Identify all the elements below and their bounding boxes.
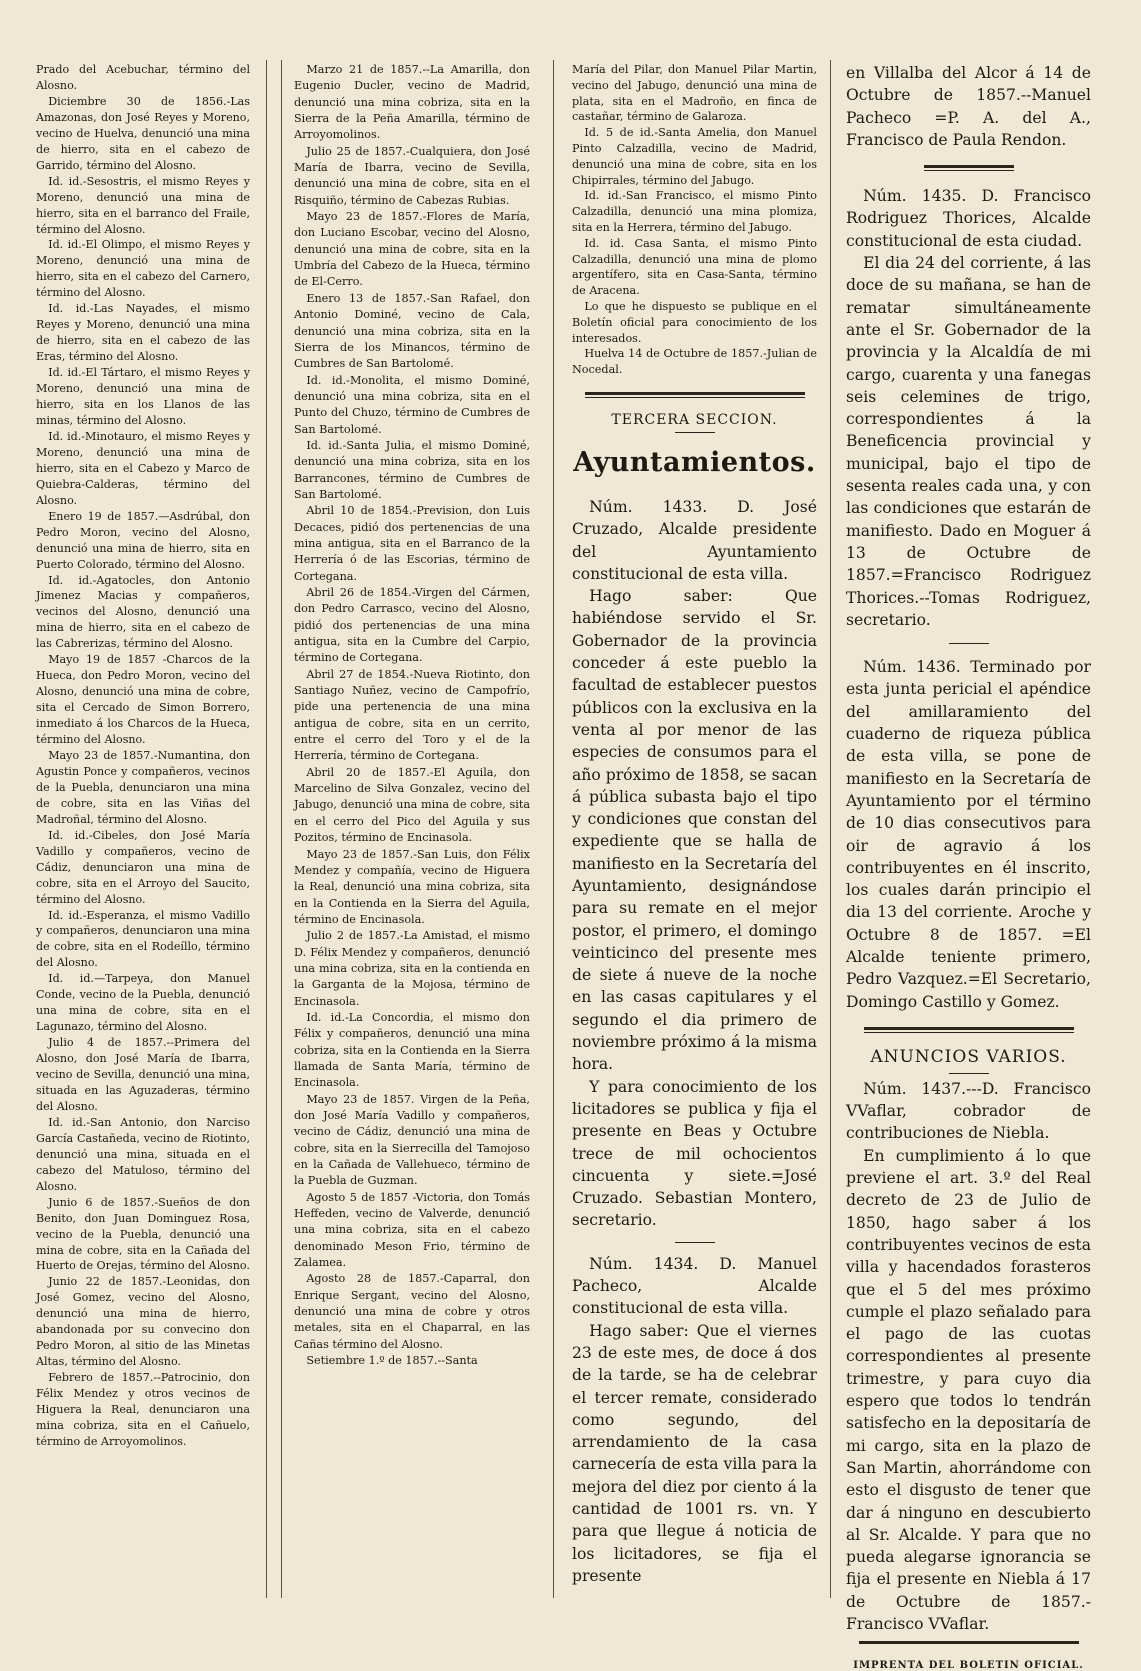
mine-entry: Id. id.-La Concordia, el mismo don Félix y compañeros, denunció una mina cobriza, sita en la Contienda en la Sierra llamada de Santa María, término de Encinasola. — [294, 1010, 530, 1090]
mine-entry: Mayo 19 de 1857 -Charcos de la Hueca, don Pedro Moron, vecino del Alosno, denunció una mina de cobre, sita el Cercado de Simon Borrero, inmediato á los Charcos de la Hueca, término del Alosno. — [36, 653, 250, 747]
mine-entry: Setiembre 1.º de 1857.--Santa — [306, 1354, 478, 1368]
notice-heading: Núm. 1435. D. Francisco Rodriguez Thorices, Alcalde constitucional de esta ciudad. — [846, 187, 1091, 250]
mine-entry: Id. id.—Tarpeya, don Manuel Conde, vecino de la Puebla, denunció una mina de cobre, sita en el Lagunazo, término del Alosno. — [36, 972, 250, 1034]
divider — [949, 1073, 989, 1074]
notice-heading: Núm. 1437.---D. Francisco VVaflar, cobrador de contribuciones de Niebla. — [846, 1079, 1091, 1143]
column-rule — [830, 60, 831, 1598]
signature-line: Huelva 14 de Octubre de 1857.-Julian de Nocedal. — [572, 347, 817, 377]
column-rule — [553, 60, 554, 1598]
mine-entry: Abril 10 de 1854.-Prevision, don Luis Decaces, pidió dos pertenencias de una mina antigua, sita en el Barranco de la Herrería ó de las Escorias, término de Cortegana. — [294, 504, 530, 583]
mine-entry: Julio 4 de 1857.--Primera del Alosno, don José María de Ibarra, vecino de Sevilla, denunció una mina, situada en las Aguzaderas, término del Alosno. — [36, 1036, 250, 1113]
mine-entry: Agosto 5 de 1857 -Victoria, don Tomás Heffeden, vecino de Valverde, denunció una mina cobriza, sita en el cabezo denominado Meson Frio, término de Zalamea. — [294, 1190, 530, 1270]
closing-note: Lo que he dispuesto se publique en el Boletín oficial para conocimiento de los interesados. — [572, 299, 817, 345]
mine-entry: Id. id.-Sesostris, el mismo Reyes y Moreno, denunció una mina de hierro, sita en el barranco del Fraile, término del Alosno. — [36, 174, 250, 236]
notice-heading: Núm. 1433. D. José Cruzado, Alcalde presidente del Ayuntamiento constitucional de esta villa. — [572, 497, 817, 583]
printer-footer: IMPRENTA DEL BOLETIN OFICIAL. — [853, 1660, 1084, 1671]
notice-heading: Núm. 1434. D. Manuel Pacheco, Alcalde constitucional de esta villa. — [572, 1254, 817, 1318]
divider — [675, 1242, 715, 1243]
mine-entry: Junio 6 de 1857.-Sueños de don Benito, don Juan Dominguez Rosa, vecino de la Puebla, denunció una mina de cobre, sita en la Cañada del Huerto de Orejas, término del Alosno. — [36, 1195, 250, 1273]
section-separator — [585, 392, 805, 398]
column-rule — [281, 60, 282, 1598]
mine-entry: Mayo 23 de 1857.-Flores de María, don Luciano Escobar, vecino del Alosno, denunció una mina de cobre, sita en la Umbría del Cabezo de la Hueca, término de El-Cerro. — [294, 210, 530, 289]
notice-body: El dia 24 del corriente, á las doce de su mañana, se han de rematar simultáneamente ante el Sr. Gobernador de la provincia y la Alcaldía de mi cargo, cuarenta y una fanegas seis celemines de trigo, correspondientes á la Beneficencia provincial y municipal, bajo el tipo de sesenta reales cada una, y con las condiciones que estarán de manifiesto. Dado en Moguer á 13 de Octubre de 1857.=Francisco Rodriguez Thorices.--Tomas Rodriguez, secretario. — [846, 254, 1091, 629]
mine-entry: Id. id.-Esperanza, el mismo Vadillo y compañeros, denunciaron una mina de cobre, sita en el Rodeíllo, término del Alosno. — [36, 908, 250, 970]
mine-entry: Julio 25 de 1857.-Cualquiera, don José María de Ibarra, vecino de Sevilla, denunció una mina de cobre, sita en el Risquiño, término de Cabezas Rubias. — [294, 144, 530, 207]
mine-entry: Prado del Acebuchar, término del Alosno. — [36, 63, 250, 92]
column-rule — [266, 60, 267, 1598]
column-4 — [846, 62, 1091, 1671]
notice-continuation: en Villalba del Alcor á 14 de Octubre de 1857.--Manuel Pacheco =P. A. del A., Francisco de Paula Rendon. — [846, 64, 1091, 149]
mine-entry: Abril 20 de 1857.-El Aguila, don Marcelino de Silva Gonzalez, vecino del Jabugo, denunció una mina de cobre, sita en el cerro del Pico del Aguila y sus Pozitos, término de Encinasola. — [294, 765, 530, 845]
mine-entry: Julio 2 de 1857.-La Amistad, el mismo D. Félix Mendez y compañeros, denunció una mina cobriza, sita en la contienda en la Garganta de la Mojosa, término de Encinasola. — [294, 929, 530, 1008]
mine-entry: Id. id.-Santa Julia, el mismo Dominé, denunció una mina cobriza, sita en los Barrancones, término de Cumbres de San Bartolomé. — [294, 438, 530, 501]
mine-entry: Id. id.-San Francisco, el mismo Pinto Calzadilla, denunció una mina plomiza, sita en la Herrera, término del Jabugo. — [572, 189, 817, 234]
mine-entry: Id. id.-Minotauro, el mismo Reyes y Moreno, denunció una mina de hierro, sita en el Cabezo y Marco de Quiebra-Calderas, término del Alosno. — [36, 429, 250, 507]
column-1 — [36, 62, 250, 1592]
mine-entry: Enero 13 de 1857.-San Rafael, don Antonio Dominé, vecino de Cala, denunció una mina cobriza, sita en la Sierra de los Minancos, término de Cumbres de San Bartolomé. — [294, 291, 530, 371]
notice-body: En cumplimiento á lo que previene el art. 3.º del Real decreto de 23 de Julio de 1850, hago saber á los contribuyentes vecinos de esta villa y hacendados forasteros que el 5 del mes próximo cumple el plazo señalado para el pago de las cuotas correspondientes al presente trimestre, y para cuyo dia espero que todos lo tendrán satisfecho en la depositaría de mi cargo, sita en la plazo de San Martin, ahorrándome con esto el disgusto de tener que dar á ninguno en descubierto al Sr. Alcalde. Y para que no pueda alegarse ignorancia se fija el presente en Niebla á 17 de Octubre de 1857.-Francisco VVaflar. — [846, 1146, 1091, 1633]
mine-entry: Id. id.-San Antonio, don Narciso García Castañeda, vecino de Riotinto, denunció una mina, situada en el cabezo del Matuloso, término del Alosno. — [36, 1115, 250, 1193]
mine-entry: Id. id.-Cibeles, don José María Vadillo y compañeros, vecino de Cádiz, denunciaron una mina de cobre, sita en el Arroyo del Saucito, término del Alosno. — [36, 828, 250, 906]
mine-entry: Enero 19 de 1857.—Asdrúbal, don Pedro Moron, vecino del Alosno, denunció una mina de hierro, sita en Puerto Colorado, término del Alosno. — [36, 509, 250, 571]
mine-entry: Id. id. Casa Santa, el mismo Pinto Calzadilla, denunció una mina de plomo argentífero, sita en Casa-Santa, término de Aracena. — [572, 236, 817, 298]
anuncios-heading: ANUNCIOS VARIOS. — [870, 1046, 1067, 1067]
mine-entry: Id. id.-Las Nayades, el mismo Reyes y Moreno, denunció una mina de hierro, sita en el cabezo de las Eras, término del Alosno. — [36, 302, 250, 364]
mine-entry: Febrero de 1857.--Patrocinio, don Félix Mendez y otros vecinos de Higuera la Real, denunciaron una mina cobriza, sita en el Cañuelo, término de Arroyomolinos. — [36, 1371, 250, 1448]
section-separator — [864, 1027, 1074, 1033]
mine-entry: Diciembre 30 de 1856.-Las Amazonas, don José Reyes y Moreno, vecino de Huelva, denunció una mina de hierro, sita en el cabezo de Garrido, término del Alosno. — [36, 94, 250, 172]
notice-body: Hago saber: Que el viernes 23 de este mes, de doce á dos de la tarde, se ha de celebrar el tercer remate, considerado como segundo, del arrendamiento de la casa carnecería de esta villa para la mejora del diez por ciento á la cantidad de 1001 rs. vn. Y para que llegue á noticia de los licitadores, se fija el presente — [572, 1321, 817, 1585]
mine-entry: Abril 27 de 1854.-Nueva Riotinto, don Santiago Nuñez, vecino de Campofrío, pide una pertenencia de una mina antigua de cobre, sita en un cerrito, entre el cerro del Toro y el de la Herrería, término de Cortegana. — [294, 667, 530, 763]
mine-entry: Id. id.-Agatocles, don Antonio Jimenez Macias y compañeros, vecinos del Alosno, denunció una mina de hierro, sita en el cabezo de las Cabrerizas, término del Alosno. — [36, 573, 250, 651]
column-3 — [572, 62, 817, 1592]
mine-entry: Id. id.-El Tártaro, el mismo Reyes y Moreno, denunció una mina de hierro, sita en los Llanos de las minas, término del Alosno. — [36, 366, 250, 427]
mine-entry: Id. id.-El Olimpo, el mismo Reyes y Moreno, denunció una mina de hierro, sita en el cabezo del Carnero, término del Alosno. — [36, 238, 250, 300]
mine-entry: María del Pilar, don Manuel Pilar Martin, vecino del Jabugo, denunció una mina de plata, sita en el Madroño, en finca de castañar, término de Galaroza. — [572, 63, 817, 124]
mine-entry: Id. id.-Monolita, el mismo Dominé, denunció una mina cobriza, sita en el Punto del Chuzo, término de Cumbres de San Bartolomé. — [294, 373, 530, 436]
footer-rule — [859, 1641, 1079, 1644]
mine-entry: Agosto 28 de 1857.-Caparral, don Enrique Sergant, vecino del Alosno, denunció una mina de cobre y otros metales, sita en el Chaparral, en las Cañas término del Alosno. — [294, 1272, 530, 1351]
column-2 — [294, 62, 530, 1592]
mine-entry: Id. 5 de id.-Santa Amelia, don Manuel Pinto Calzadilla, vecino de Madrid, denunció una mina de cobre, sita en los Chipirrales, término del Jabugo. — [572, 126, 817, 187]
section-title: TERCERA SECCION. — [611, 411, 778, 428]
mine-entry: Marzo 21 de 1857.--La Amarilla, don Eugenio Ducler, vecino de Madrid, denunció una mina cobriza, sita en la Sierra de la Peña Amarilla, término de Arroyomolinos. — [294, 63, 530, 142]
mine-entry: Junio 22 de 1857.-Leonidas, don José Gomez, vecino del Alosno, denunció una mina de hierro, abandonada por su convecino don Pedro Moron, al sitio de las Minetas Altas, término del Alosno. — [36, 1275, 250, 1369]
mine-entry: Mayo 23 de 1857.-Numantina, don Agustin Ponce y compañeros, vecinos de la Puebla, denunciaron una mina de cobre, sita en las Viñas del Madroñal, término del Alosno. — [36, 748, 250, 826]
notice-body: Y para conocimiento de los licitadores se publica y fija el presente en Beas y Octubre trece de mil ochocientos cincuenta y siete.=José Cruzado. Sebastian Montero, secretario. — [572, 1077, 817, 1230]
ayuntamientos-heading: Ayuntamientos. — [573, 446, 816, 478]
mine-entry: Mayo 23 de 1857.-San Luis, don Félix Mendez y compañía, vecino de Higuera la Real, denunció una mina cobriza, sita en la Contienda en la Sierra del Aguila, término de Encinasola. — [294, 847, 530, 926]
divider — [675, 432, 715, 433]
divider — [924, 165, 1014, 171]
mine-entry: Abril 26 de 1854.-Virgen del Cármen, don Pedro Carrasco, vecino del Alosno, pidió dos pertenencias de una mina antigua, sita en la Cumbre del Carpio, término de Cortegana. — [294, 586, 530, 665]
notice-body: Núm. 1436. Terminado por esta junta pericial el apéndice del amillaramiento del cuaderno de riqueza pública de esta villa, se pone de manifiesto en la Secretaría de Ayuntamiento por el término de 10 dias consecutivos para oir de agravio á los contribuyentes en él inscrito, los cuales darán principio el dia 13 del corriente. Aroche y Octubre 8 de 1857. =El Alcalde teniente primero, Pedro Vazquez.=El Secretario, Domingo Castillo y Gomez. — [846, 658, 1091, 1011]
notice-body: Hago saber: Que habiéndose servido el Sr. Gobernador de la provincia conceder á este pueblo la facultad de establecer puestos públicos con la exclusiva en la venta al por menor de las especies de consumos para el año próximo de 1858, se sacan á pública subasta bajo el tipo y condiciones que constan del expediente que se halla de manifiesto en la Secretaría del Ayuntamiento, designándose para su remate en el mejor postor, el primero, el domingo veinticinco del presente mes de siete á nueve de la noche en las casas capitulares y el segundo el dia primero de noviembre próximo á la misma hora. — [572, 587, 817, 1074]
divider — [949, 643, 989, 644]
mine-entry: Mayo 23 de 1857. Virgen de la Peña, don José María Vadillo y compañeros, vecino de Cádiz, denunció una mina de cobre, sita en la Sierrecilla del Tamojoso en la Cañada de Vallehueco, término de la Puebla de Guzman. — [294, 1092, 530, 1188]
